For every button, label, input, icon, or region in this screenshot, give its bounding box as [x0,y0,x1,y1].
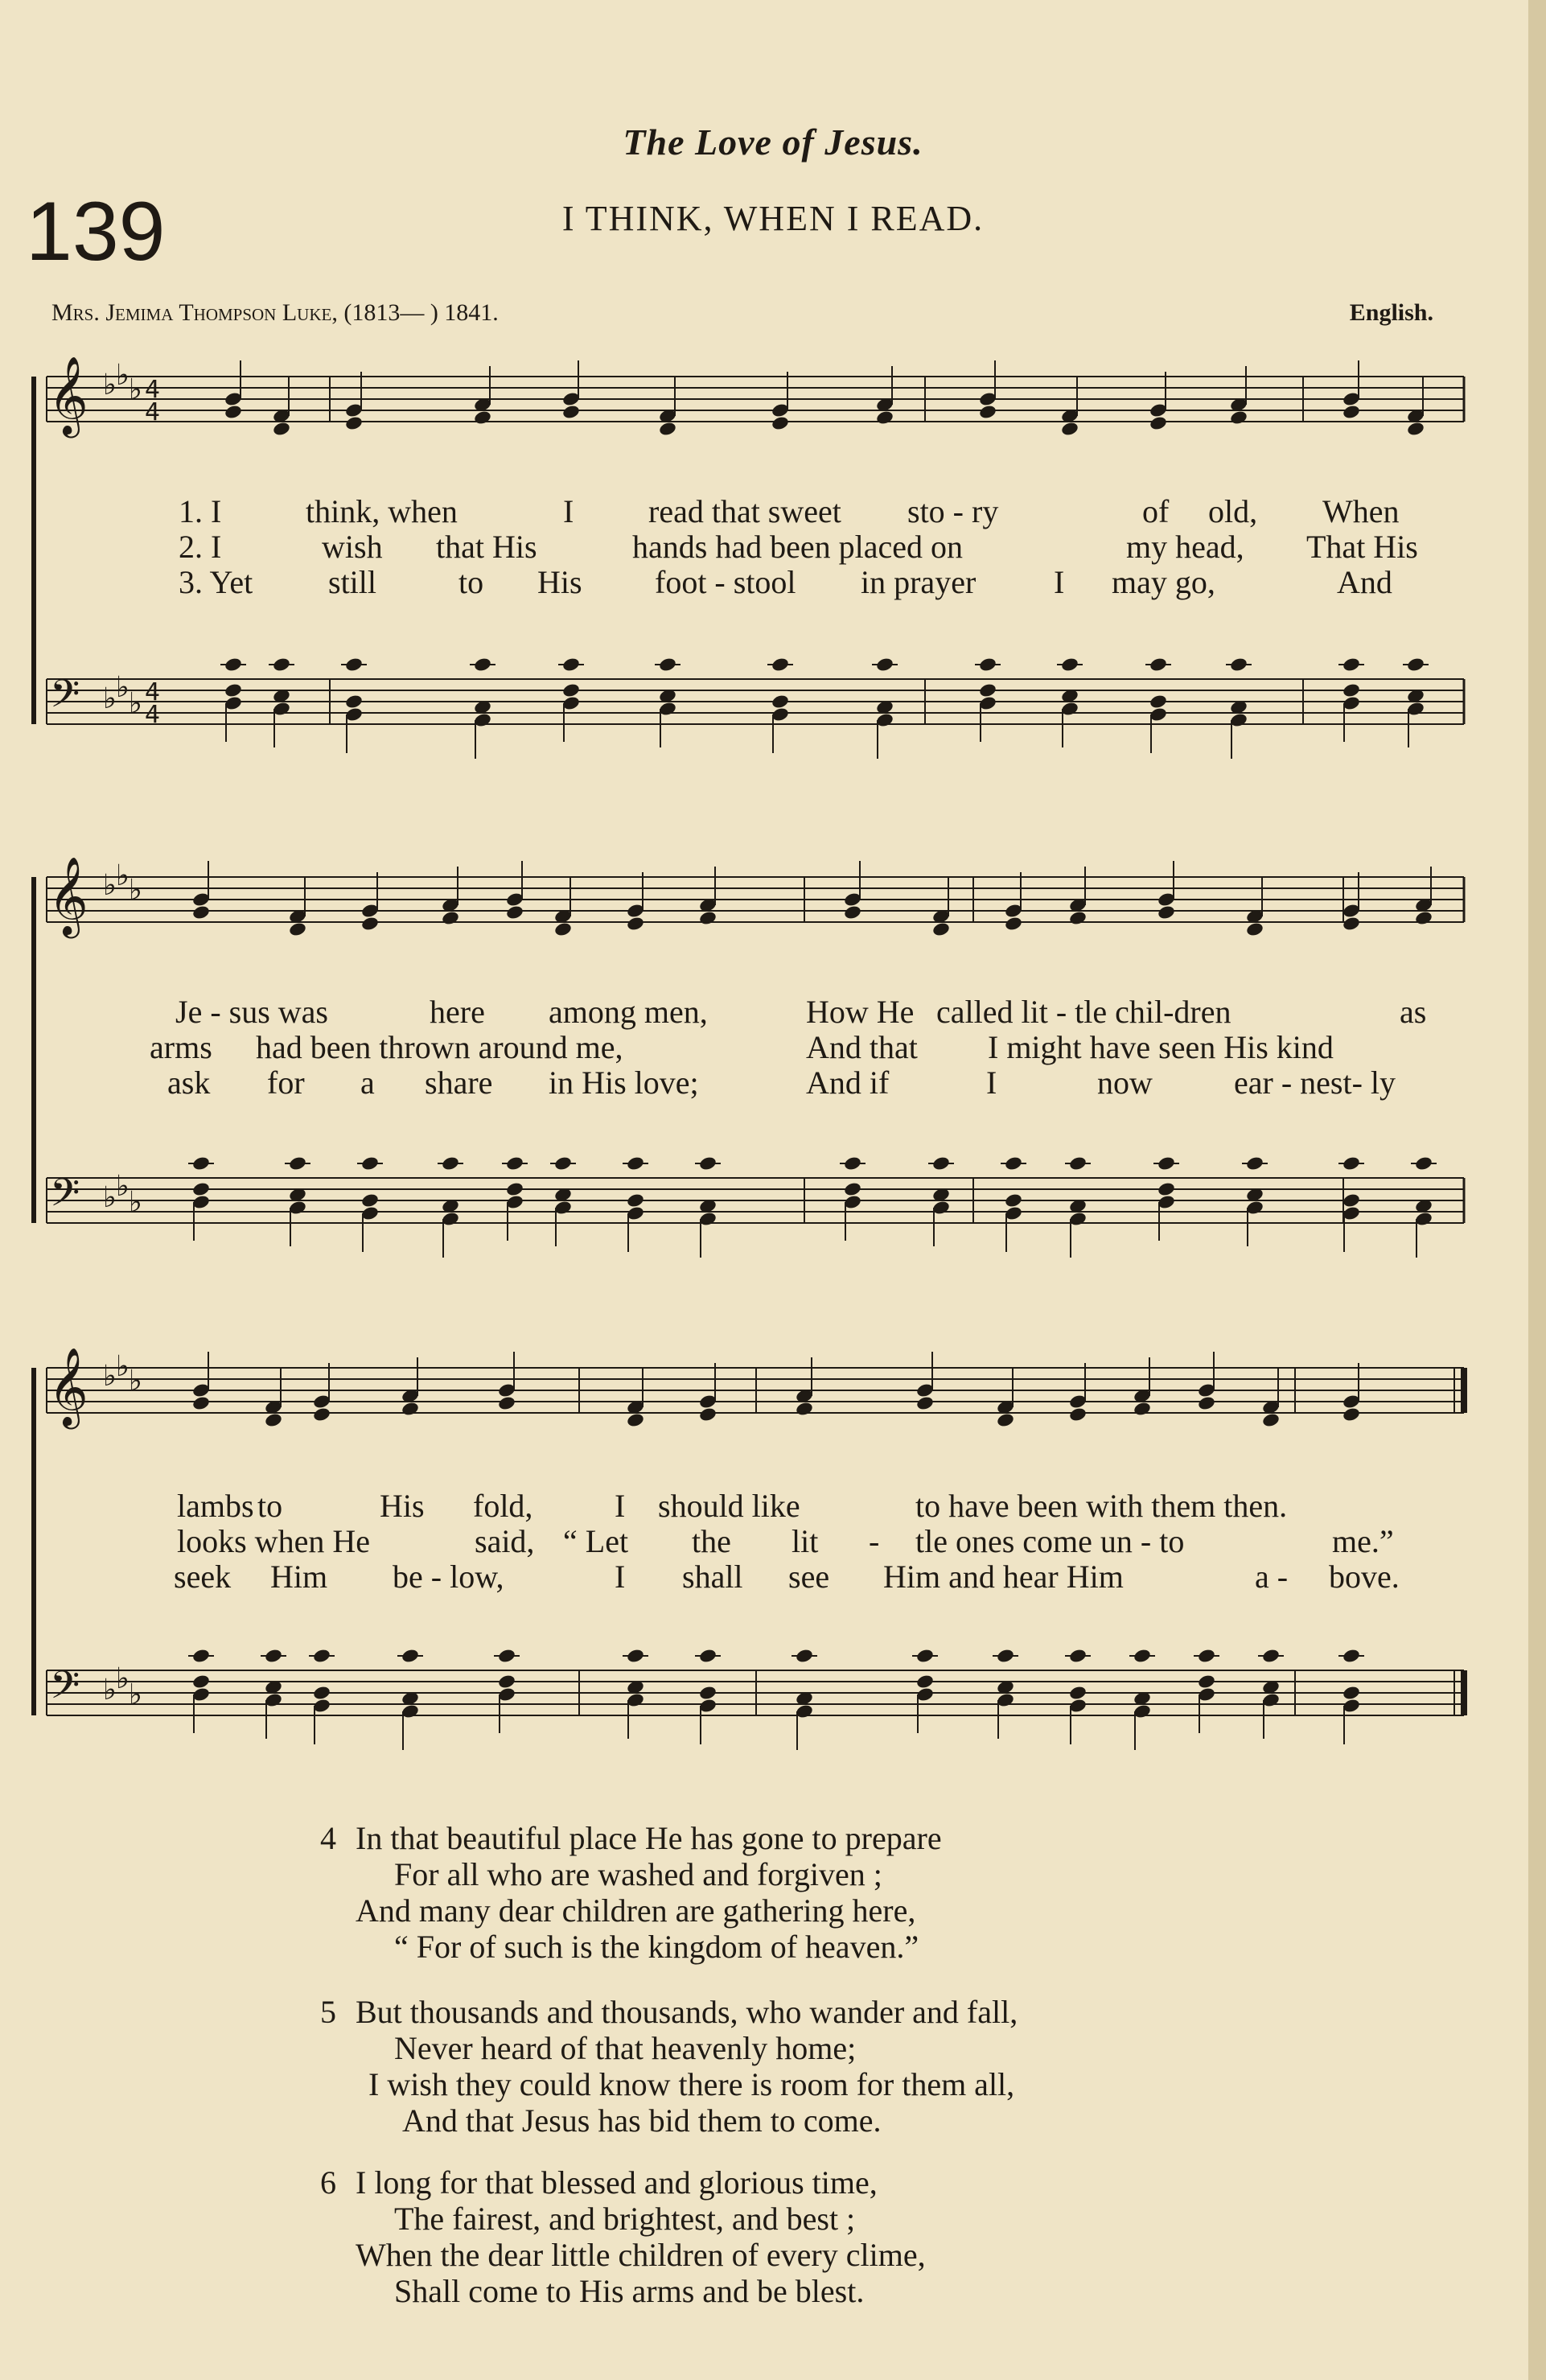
lyric-word: had been thrown around me, [256,1029,623,1065]
stanza-line: But thousands and thousands, who wander and fall, [356,1994,1018,2030]
note-head [978,404,997,420]
lyric-word: And if [806,1064,890,1101]
note-head [1068,910,1088,926]
lyric-word: the [692,1523,731,1559]
note-head [441,910,460,926]
lyric-word: I [615,1559,626,1595]
note-head [312,1685,331,1701]
lyric-word: share [425,1064,493,1101]
lyric-word: now [1097,1064,1153,1101]
note-head [875,410,894,426]
stanza-number: 5 [320,1994,336,2030]
note-head [1342,1192,1361,1209]
stanza-line: Shall come to His arms and be blest. [394,2273,865,2309]
time-signature: 4 [145,678,161,706]
note-head [497,1674,516,1690]
tune-origin: English. [1349,299,1433,326]
lyric-word: me.” [1332,1523,1394,1559]
note-head [626,916,645,932]
lyric-word: here [430,994,485,1030]
note-head [191,1181,211,1197]
flat-sign: ♭ [129,1186,142,1219]
lyric-word: I might have seen His kind [988,1029,1334,1065]
lyric-word: among men, [549,994,708,1030]
note-head [224,404,243,420]
note-head [360,916,380,932]
flat-sign: ♭ [103,1360,117,1393]
lyric-word: ear - nest- ly [1234,1064,1396,1101]
lyric-word: 3. Yet [179,564,253,600]
note-head [1068,1406,1088,1423]
lyric-word: my head, [1126,529,1244,565]
note-head [224,682,243,698]
lyric-word: in prayer [861,564,977,600]
lyric-word: to [458,564,484,600]
lyric-word: Je - sus was [175,994,328,1030]
note-head [626,1412,645,1428]
note-head [698,910,717,926]
stanza-line: “ For of such is the kingdom of heaven.” [394,1929,919,1965]
note-head [1414,910,1433,926]
lyric-word: I [615,1488,626,1524]
lyric-word: shall [682,1559,743,1595]
stanza-line: Never heard of that heavenly home; [394,2030,857,2066]
note-head [1406,421,1425,437]
flat-sign: ♭ [116,859,130,892]
lyric-word: said, [475,1523,535,1559]
author-credit: Mrs. Jemima Thompson Luke, (1813— ) 1841. [51,299,499,326]
lyric-word: lit [792,1523,819,1559]
hymn-title: I THINK, WHEN I READ. [561,199,985,238]
stanza-line: When the dear little children of every clime, [356,2237,926,2273]
section-heading: The Love of Jesus. [623,121,923,163]
lyric-word: may go, [1112,564,1215,600]
note-head [1342,916,1361,932]
flat-sign: ♭ [129,874,142,907]
lyric-word: for [267,1064,305,1101]
lyric-word: hands had been placed on [632,529,963,565]
note-head [561,682,581,698]
lyric-word: Him and hear Him [883,1559,1124,1595]
lyric-word: “ Let [563,1523,629,1559]
note-head [288,921,307,937]
flat-sign: ♭ [116,1662,130,1695]
lyric-word: old, [1208,493,1258,529]
note-head [505,1181,524,1197]
note-head [1157,1181,1176,1197]
lyric-word: bove. [1329,1559,1400,1595]
note-head [658,421,677,437]
note-head [1149,415,1168,431]
note-head [401,1401,420,1417]
lyric-word: sto - ry [907,493,999,529]
note-head [1261,1412,1281,1428]
lyric-word: that His [436,529,537,565]
stanza-line: I wish they could know there is room for them all, [368,2066,1015,2102]
note-head [561,404,581,420]
stanza-number: 4 [320,1820,336,1856]
treble-clef: 𝄞 [48,1347,88,1426]
lyric-word: I [1054,564,1065,600]
lyric-word: I [986,1064,997,1101]
note-head [1342,682,1361,698]
flat-sign: ♭ [103,869,117,902]
lyric-word: fold, [473,1488,533,1524]
stanza-line: The fairest, and brightest, and best ; [394,2201,856,2237]
flat-sign: ♭ [103,682,117,715]
note-head [344,694,364,710]
note-head [191,1674,211,1690]
note-head [915,1674,935,1690]
lyric-word: lambs [177,1488,254,1524]
lyric-word: called lit - tle chil-dren [936,994,1231,1030]
lyric-word: That His [1306,529,1418,565]
note-head [1342,1406,1361,1423]
note-head [698,1685,717,1701]
note-head [1004,916,1023,932]
lyric-word: I [563,493,574,529]
flat-sign: ♭ [129,373,142,406]
flat-sign: ♭ [103,1674,117,1707]
flat-sign: ♭ [103,369,117,401]
stanza-line: For all who are washed and forgiven ; [394,1856,882,1892]
note-head [264,1412,283,1428]
lyric-word: of [1142,493,1170,529]
lyric-word: think, when [306,493,458,529]
bass-clef: 𝄢 [50,671,80,726]
note-head [843,1181,862,1197]
note-head [795,1401,814,1417]
flat-sign: ♭ [129,687,142,720]
flat-sign: ♭ [103,1181,117,1214]
lyric-word: should like [658,1488,800,1524]
flat-sign: ♭ [116,359,130,392]
lyric-word: ask [167,1064,211,1101]
lyric-word: see [788,1559,830,1595]
lyric-word: a [360,1064,375,1101]
stanza-line: In that beautiful place He has gone to prepare [356,1820,942,1856]
treble-clef: 𝄞 [48,856,88,935]
lyric-word: His [380,1488,425,1524]
note-head [505,904,524,920]
note-head [996,1412,1015,1428]
lyric-word: looks when He [177,1523,370,1559]
note-head [978,682,997,698]
lyric-word: a - [1255,1559,1289,1595]
note-head [1342,1685,1361,1701]
treble-clef: 𝄞 [48,356,88,434]
flat-sign: ♭ [129,1678,142,1711]
lyric-word: tle ones come un - to [915,1523,1185,1559]
note-head [1149,694,1168,710]
note-head [915,1395,935,1411]
note-head [191,904,211,920]
note-head [1157,904,1176,920]
lyric-word: wish [322,529,383,565]
lyric-word: to [257,1488,283,1524]
lyric-word: still [328,564,377,600]
note-head [344,415,364,431]
lyric-word: 1. I [179,493,222,529]
lyric-word: read that sweet [648,493,841,529]
note-head [312,1406,331,1423]
note-head [1004,1192,1023,1209]
note-head [843,904,862,920]
note-head [1068,1685,1088,1701]
note-head [191,1395,211,1411]
stanza-line: And many dear children are gathering here, [356,1892,916,1929]
lyric-word: When [1322,493,1400,529]
time-signature: 4 [145,376,161,404]
stanza-number: 6 [320,2164,336,2201]
lyric-word: arms [150,1029,212,1065]
note-head [931,921,951,937]
stanza-line: I long for that blessed and glorious time, [356,2164,878,2201]
lyric-word: And [1337,564,1392,600]
lyric-word: as [1400,994,1427,1030]
note-head [1245,921,1264,937]
time-signature: 4 [145,701,161,729]
note-head [360,1192,380,1209]
flat-sign: ♭ [116,671,130,704]
note-head [1060,421,1079,437]
note-head [473,410,492,426]
lyric-word: - [869,1523,880,1559]
stanza-line: And that Jesus has bid them to come. [402,2102,882,2139]
time-signature: 4 [145,398,161,426]
flat-sign: ♭ [116,1170,130,1203]
note-head [497,1395,516,1411]
lyric-word: foot - stool [655,564,796,600]
lyric-word: seek [174,1559,232,1595]
lyric-word: in His love; [549,1064,699,1101]
hymn-number: 139 [26,185,166,278]
note-head [553,921,573,937]
flat-sign: ♭ [116,1350,130,1383]
note-head [1133,1401,1152,1417]
note-head [272,421,291,437]
lyric-word: His [537,564,582,600]
note-head [771,415,790,431]
note-head [1342,404,1361,420]
lyric-word: to have been with them then. [915,1488,1288,1524]
lyric-word: Him [270,1559,328,1595]
flat-sign: ♭ [129,1365,142,1398]
note-head [698,1406,717,1423]
lyric-word: And that [806,1029,918,1065]
lyric-word: How He [806,994,915,1030]
lyric-word: 2. I [179,529,222,565]
note-head [771,694,790,710]
bass-clef: 𝄢 [50,1170,80,1225]
bass-clef: 𝄢 [50,1662,80,1717]
note-head [1197,1395,1216,1411]
note-head [1229,410,1248,426]
lyric-word: be - low, [393,1559,504,1595]
note-head [626,1192,645,1209]
note-head [1197,1674,1216,1690]
